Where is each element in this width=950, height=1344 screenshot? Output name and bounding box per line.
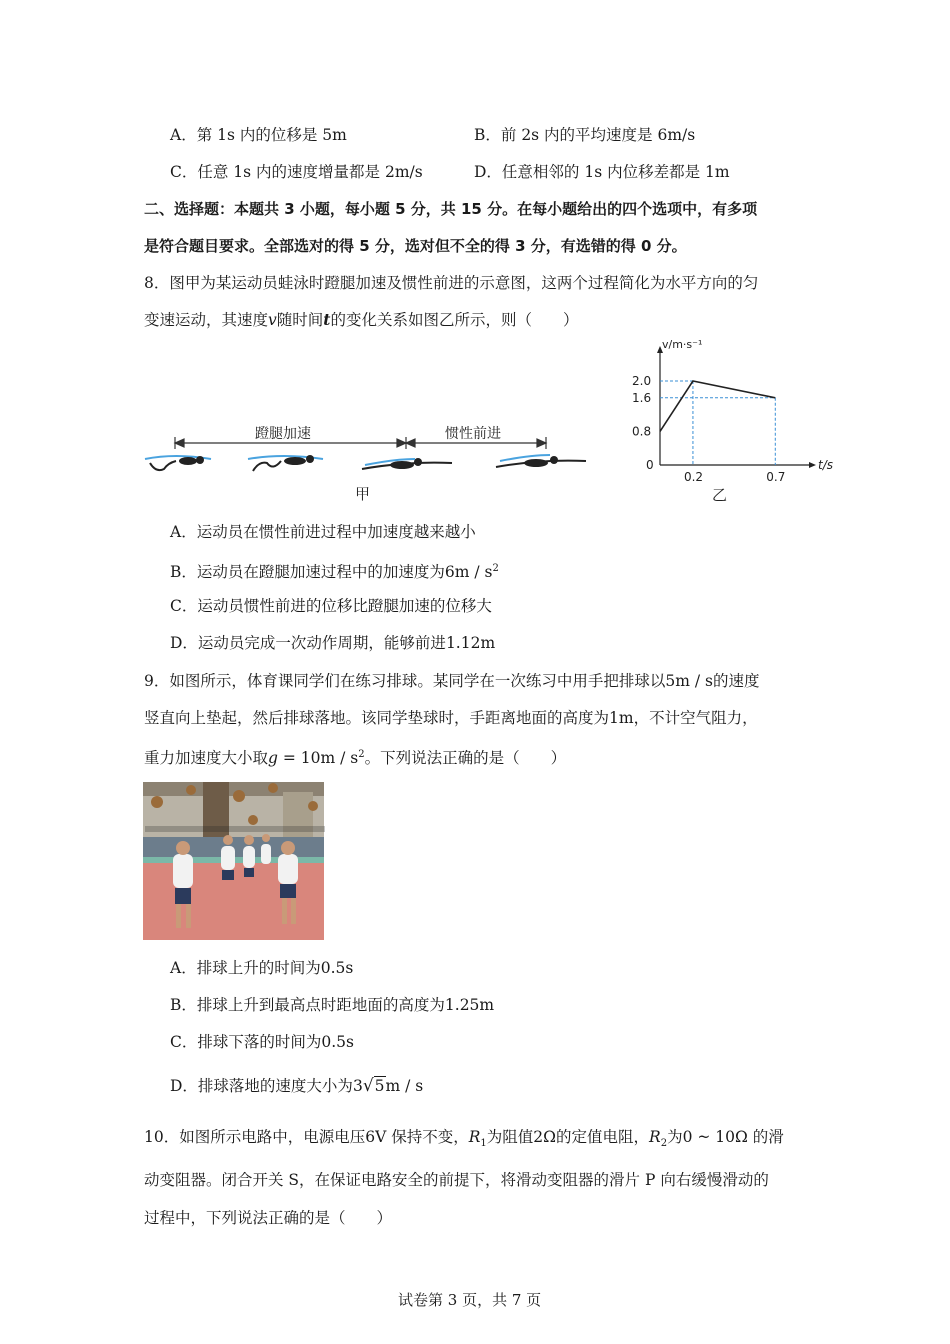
q7-option-a: A．第 1s 内的位移是 5m <box>170 126 347 144</box>
q9-stem-line2: 竖直向上垫起，然后排球落地。该同学垫球时，手距离地面的高度为1m，不计空气阻力， <box>144 709 758 727</box>
q10-stem-line3: 过程中，下列说法正确的是（ ） <box>144 1209 393 1227</box>
y-tick-label: 2.0 <box>632 374 652 388</box>
x-tick-label: 0.2 <box>683 470 704 484</box>
label-glide: 惯性前进 <box>445 426 501 442</box>
q8-option-a: A．运动员在惯性前进过程中加速度越来越小 <box>170 523 476 541</box>
q10-stem-line1: 10．如图所示电路中，电源电压6V 保持不变，$R_1$为阻值2Ω的定值电阻，$R_2$为0 ~ 10Ω 的滑 <box>144 1128 784 1150</box>
q9-stem-line3: 重力加速度大小取$g = 10m / s^2$。下列说法正确的是（ ） <box>144 749 567 768</box>
q9-stem-line1: 9．如图所示，体育课同学们在练习排球。某同学在一次练习中用手把排球以5m / s的速度 <box>144 672 760 690</box>
vt-chart <box>620 338 833 505</box>
q7-option-d: D．任意相邻的 1s 内位移差都是 1m <box>474 163 730 181</box>
section-2-heading-line2: 是符合题目要求。全部选对的得 5 分，选对但不全的得 3 分，有选错的得 0 分。 <box>144 237 687 255</box>
x-axis-arrow <box>809 462 816 468</box>
section-2-heading-line1: 二、选择题：本题共 3 小题，每小题 5 分，共 15 分。在每小题给出的四个选项中，有多项 <box>144 200 758 218</box>
q7-option-b: B．前 2s 内的平均速度是 6m/s <box>474 126 696 144</box>
volleyball-class-photo <box>143 782 324 940</box>
page-footer: 试卷第 3 页，共 7 页 <box>398 1291 542 1309</box>
y-tick-label: 0.8 <box>632 424 652 439</box>
figure-a-caption: 甲 <box>355 485 371 503</box>
y-tick-label: 1.6 <box>632 390 652 405</box>
x-tick-label: 0.7 <box>766 470 786 484</box>
x-axis-label: t/s <box>818 458 833 472</box>
q9-option-c: C．排球下落的时间为0.5s <box>170 1033 354 1051</box>
y-axis-label: v/m·s⁻¹ <box>662 338 703 351</box>
q8-option-d: D．运动员完成一次动作周期，能够前进1.12m <box>170 634 496 652</box>
label-kick: 蹬腿加速 <box>255 426 311 442</box>
q9-option-d: D．排球落地的速度大小为3√5m / s <box>170 1076 424 1096</box>
swimmer-4-icon <box>496 455 586 467</box>
q9-option-b: B．排球上升到最高点时距地面的高度为1.25m <box>170 996 495 1014</box>
q9-option-a: A．排球上升的时间为0.5s <box>170 959 354 977</box>
swimmer-diagram <box>140 415 600 505</box>
q7-option-c: C．任意 1s 内的速度增量都是 2m/s <box>170 163 423 181</box>
q10-stem-line2: 动变阻器。闭合开关 S，在保证电路安全的前提下，将滑动变阻器的滑片 P 向右缓慢滑动的 <box>144 1171 769 1189</box>
swimmer-1-icon <box>145 456 211 470</box>
figure-b-caption: 乙 <box>712 486 728 504</box>
origin-label: 0 <box>646 458 654 472</box>
q8-stem-line2: 变速运动，其速度v随时间t的变化关系如图乙所示，则（ ） <box>144 310 579 329</box>
vt-series-line <box>660 381 775 431</box>
q8-option-c: C．运动员惯性前进的位移比蹬腿加速的位移大 <box>170 597 492 615</box>
swimmer-2-icon <box>248 455 323 471</box>
q8-stem-line1: 8．图甲为某运动员蛙泳时蹬腿加速及惯性前进的示意图，这两个过程简化为水平方向的匀 <box>144 274 759 292</box>
swimmer-3-icon <box>362 458 452 469</box>
q8-option-b: B．运动员在蹬腿加速过程中的加速度为$6m / s^2$ <box>170 563 499 582</box>
